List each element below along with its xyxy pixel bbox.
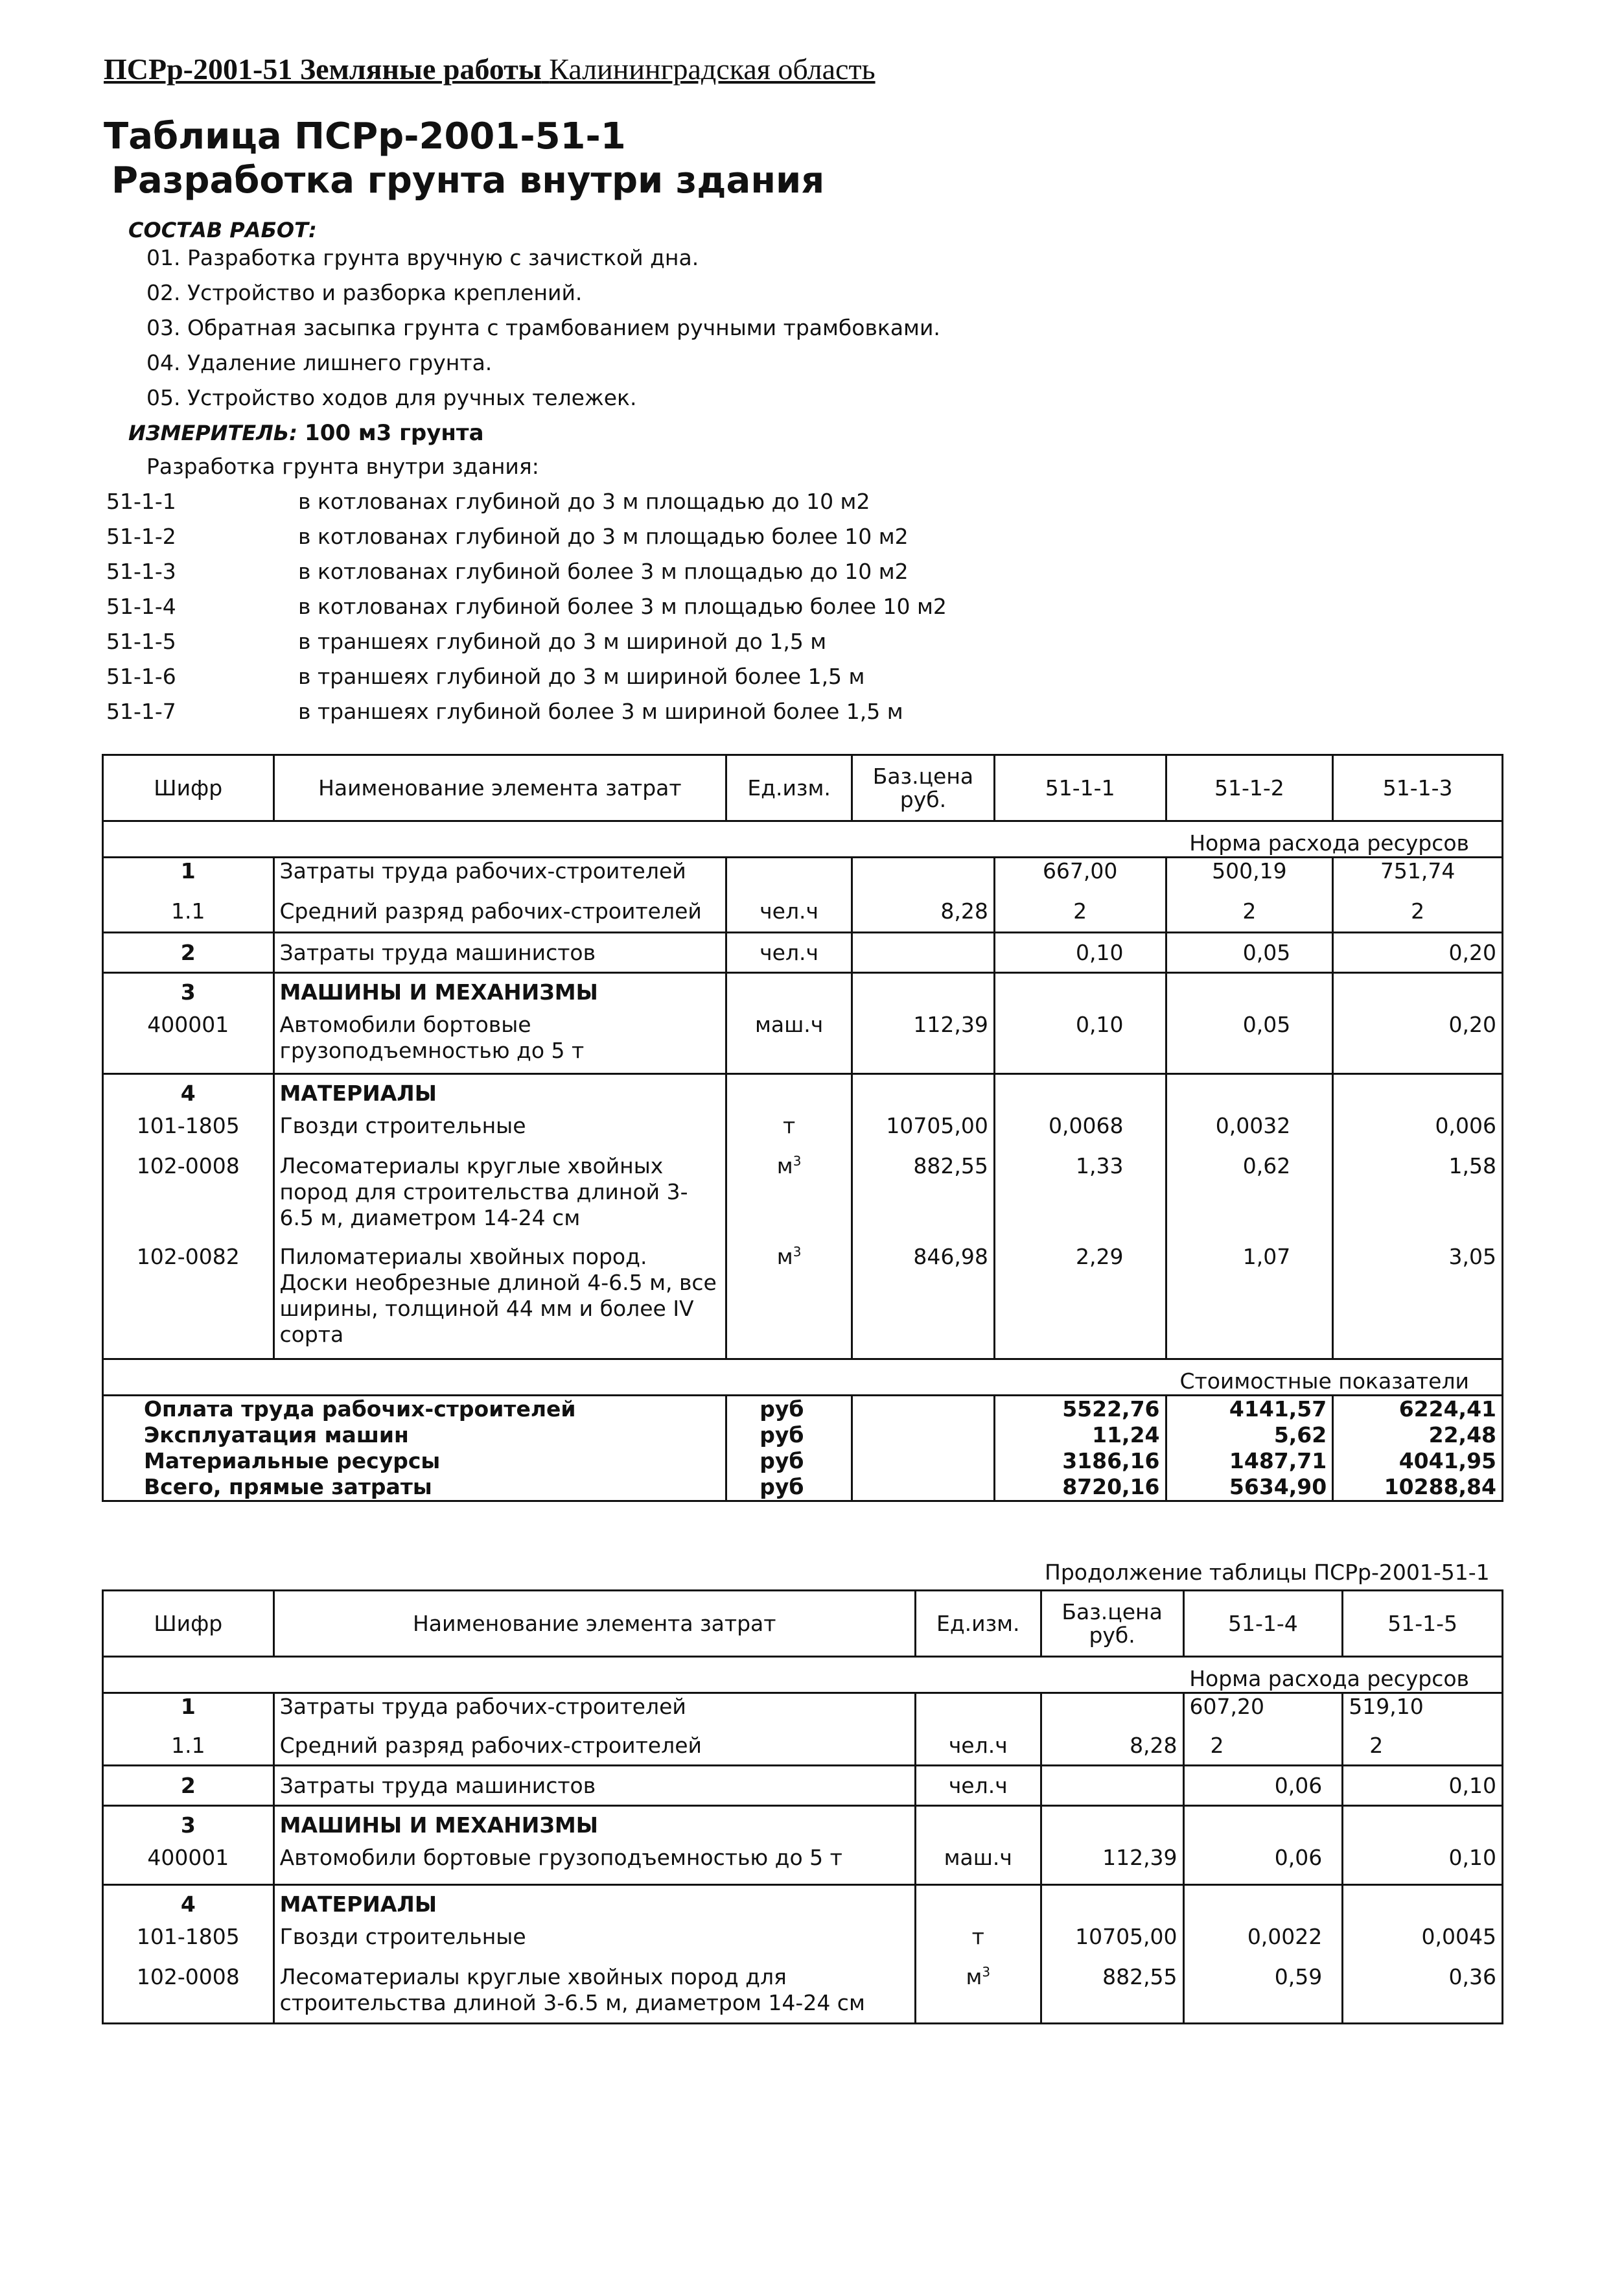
resource-table-1 — [102, 754, 1503, 1502]
row-value: 667,00 — [994, 858, 1166, 891]
code-desc: в траншеях глубиной до 3 м шириной более 1,5 м — [298, 664, 865, 689]
row-value: 2 — [994, 891, 1166, 933]
norm-label: Норма расхода ресурсов — [103, 1657, 1503, 1693]
header-cell: Ед.изм. — [726, 755, 852, 821]
code-desc: в котлованах глубиной до 3 м площадью более 10 м2 — [298, 524, 909, 549]
row-value: 0,06 — [1183, 1766, 1343, 1806]
header-cell: Шифр — [103, 755, 274, 821]
table-row — [103, 1885, 1503, 1924]
row-code: 102-0008 — [103, 1964, 274, 2024]
work-item-2: 02. Устройство и разборка креплений. — [146, 280, 583, 305]
row-value: 2 — [1343, 1727, 1503, 1766]
code-row — [106, 559, 909, 584]
row-name: Автомобили бортовые грузоподъемностью до 5 т — [273, 1845, 915, 1885]
header-cell: Ед.изм. — [915, 1591, 1041, 1657]
table-row — [103, 1074, 1503, 1113]
row-code: 102-0082 — [103, 1244, 274, 1359]
row-value: 0,0068 — [994, 1113, 1166, 1153]
code-id: 51-1-6 — [106, 664, 176, 689]
row-value: 500,19 — [1166, 858, 1333, 891]
table-row — [103, 1113, 1503, 1153]
row-unit: м — [966, 1963, 982, 1989]
header-cell: 51-1-1 — [994, 755, 1166, 821]
row-value: 1,07 — [1166, 1244, 1333, 1359]
code-desc: в траншеях глубиной более 3 м шириной более 1,5 м — [298, 699, 903, 724]
row-name: МАШИНЫ И МЕХАНИЗМЫ — [273, 1806, 915, 1845]
row-unit: чел.ч — [726, 891, 852, 933]
row-price: 8,28 — [1041, 1727, 1183, 1766]
header-cell: Шифр — [103, 1591, 274, 1657]
row-code: 1 — [103, 1693, 274, 1727]
cost-value: 4141,57 — [1166, 1396, 1333, 1423]
cost-label: Стоимостные показатели — [103, 1359, 1503, 1396]
row-value: 0,10 — [1343, 1845, 1503, 1885]
header-cell: 51-1-3 — [1333, 755, 1503, 821]
cost-value: 3186,16 — [994, 1448, 1166, 1474]
table-row — [103, 1766, 1503, 1806]
cost-row — [103, 1448, 1503, 1474]
cost-unit: руб — [726, 1474, 852, 1501]
section-label-row — [103, 1359, 1503, 1396]
row-unit — [915, 1693, 1041, 1727]
table-row — [103, 1806, 1503, 1845]
code-id: 51-1-1 — [106, 489, 176, 514]
row-value: 1,58 — [1333, 1153, 1503, 1244]
row-value: 2,29 — [994, 1244, 1166, 1359]
row-unit: чел.ч — [726, 933, 852, 973]
row-price — [1041, 1766, 1183, 1806]
cost-name: Оплата труда рабочих-строителей — [103, 1396, 726, 1423]
cost-name: Эксплуатация машин — [103, 1422, 726, 1448]
resource-table-2 — [102, 1589, 1503, 2024]
header-cell: 51-1-2 — [1166, 755, 1333, 821]
row-value: 0,05 — [1166, 1012, 1333, 1074]
row-price: 112,39 — [1041, 1845, 1183, 1885]
row-value: 0,20 — [1333, 1012, 1503, 1074]
cost-value: 10288,84 — [1333, 1474, 1503, 1501]
row-value: 0,10 — [994, 1012, 1166, 1074]
table-row — [103, 1693, 1503, 1727]
row-unit: т — [915, 1924, 1041, 1964]
row-code: 101-1805 — [103, 1924, 274, 1964]
row-value: 0,59 — [1183, 1964, 1343, 2024]
row-price: 8,28 — [852, 891, 995, 933]
row-value: 0,0045 — [1343, 1924, 1503, 1964]
row-name: Средний разряд рабочих-строителей — [273, 1727, 915, 1766]
row-name: Автомобили бортовые грузоподъемностью до 5 т — [273, 1012, 726, 1074]
row-value: 0,10 — [1343, 1766, 1503, 1806]
row-unit-cell — [915, 1964, 1041, 2024]
region-name: Калининградская область — [549, 53, 876, 86]
cost-name: Всего, прямые затраты — [103, 1474, 726, 1501]
work-item-1: 01. Разработка грунта вручную с зачисткой дна. — [146, 245, 699, 270]
row-value: 1,33 — [994, 1153, 1166, 1244]
row-name: Средний разряд рабочих-строителей — [273, 891, 726, 933]
row-value: 3,05 — [1333, 1244, 1503, 1359]
header-cell: Баз.цена руб. — [852, 755, 995, 821]
continuation-title: Продолжение таблицы ПСРр-2001-51-1 — [1045, 1560, 1490, 1585]
row-code: 1 — [103, 858, 274, 891]
row-value: 519,10 — [1343, 1693, 1503, 1727]
row-name: МАТЕРИАЛЫ — [273, 1885, 915, 1924]
page-header — [104, 52, 876, 86]
cost-value: 5634,90 — [1166, 1474, 1333, 1501]
row-price — [1041, 1693, 1183, 1727]
table-row — [103, 973, 1503, 1012]
measure-label: ИЗМЕРИТЕЛЬ: — [128, 421, 297, 445]
cost-value: 1487,71 — [1166, 1448, 1333, 1474]
row-unit: м — [776, 1243, 793, 1269]
row-code: 2 — [103, 933, 274, 973]
row-code: 2 — [103, 1766, 274, 1806]
table-row — [103, 1924, 1503, 1964]
cost-value: 4041,95 — [1333, 1448, 1503, 1474]
row-name: Гвозди строительные — [273, 1924, 915, 1964]
row-value: 0,0022 — [1183, 1924, 1343, 1964]
unit-exponent: 3 — [982, 1963, 991, 1980]
table-header-row — [103, 755, 1503, 821]
row-name: Лесоматериалы круглые хвойных пород для строительства длиной 3-6.5 м, диаметром 14-24 см — [273, 1964, 915, 2024]
row-unit — [726, 858, 852, 891]
cost-value: 8720,16 — [994, 1474, 1166, 1501]
section-label-row — [103, 1657, 1503, 1693]
row-price: 882,55 — [852, 1153, 995, 1244]
document-code: ПСРр-2001-51 Земляные работы — [104, 53, 542, 86]
intro-line: Разработка грунта внутри здания: — [146, 454, 539, 479]
measure-value: 100 м3 грунта — [305, 420, 484, 446]
table-row — [103, 858, 1503, 891]
row-value: 0,0032 — [1166, 1113, 1333, 1153]
row-unit-cell — [726, 1153, 852, 1244]
row-value: 607,20 — [1183, 1693, 1343, 1727]
cost-row — [103, 1474, 1503, 1501]
code-id: 51-1-4 — [106, 594, 176, 619]
table-subtitle: Разработка грунта внутри здания — [111, 159, 825, 202]
row-value: 2 — [1183, 1727, 1343, 1766]
code-row — [106, 699, 903, 724]
cost-name: Материальные ресурсы — [103, 1448, 726, 1474]
row-code: 3 — [103, 1806, 274, 1845]
code-id: 51-1-3 — [106, 559, 176, 584]
row-price — [852, 858, 995, 891]
code-desc: в котлованах глубиной до 3 м площадью до 10 м2 — [298, 489, 870, 514]
table-row — [103, 1153, 1503, 1244]
composition-label: СОСТАВ РАБОТ: — [128, 218, 317, 242]
row-price: 10705,00 — [852, 1113, 995, 1153]
row-unit-cell — [726, 1244, 852, 1359]
row-name: Затраты труда рабочих-строителей — [273, 1693, 915, 1727]
code-row — [106, 594, 947, 619]
row-code: 400001 — [103, 1012, 274, 1074]
row-value: 0,36 — [1343, 1964, 1503, 2024]
row-unit: м — [776, 1153, 793, 1178]
row-code: 400001 — [103, 1845, 274, 1885]
row-unit: маш.ч — [915, 1845, 1041, 1885]
header-cell: 51-1-4 — [1183, 1591, 1343, 1657]
norm-label: Норма расхода ресурсов — [103, 821, 1503, 858]
header-cell: 51-1-5 — [1343, 1591, 1503, 1657]
row-unit: чел.ч — [915, 1727, 1041, 1766]
row-value: 0,10 — [994, 933, 1166, 973]
code-row — [106, 524, 909, 549]
unit-exponent: 3 — [793, 1153, 802, 1169]
cost-value: 6224,41 — [1333, 1396, 1503, 1423]
table-row — [103, 1964, 1503, 2024]
table-row — [103, 1845, 1503, 1885]
row-name: МАТЕРИАЛЫ — [273, 1074, 726, 1113]
code-desc: в траншеях глубиной до 3 м шириной до 1,5 м — [298, 629, 827, 654]
cost-value: 22,48 — [1333, 1422, 1503, 1448]
row-name: Пиломатериалы хвойных пород. Доски необрезные длиной 4-6.5 м, все ширины, толщиной 44 мм и более IV сорта — [273, 1244, 726, 1359]
row-name: Затраты труда рабочих-строителей — [273, 858, 726, 891]
code-id: 51-1-2 — [106, 524, 176, 549]
row-code: 4 — [103, 1074, 274, 1113]
row-value: 0,62 — [1166, 1153, 1333, 1244]
row-price: 112,39 — [852, 1012, 995, 1074]
table-row — [103, 1244, 1503, 1359]
code-id: 51-1-7 — [106, 699, 176, 724]
cost-row — [103, 1396, 1503, 1423]
cost-unit: руб — [726, 1448, 852, 1474]
unit-exponent: 3 — [793, 1243, 802, 1260]
cost-unit: руб — [726, 1396, 852, 1423]
measure-line — [128, 420, 484, 446]
cost-unit: руб — [726, 1422, 852, 1448]
header-cell: Наименование элемента затрат — [273, 755, 726, 821]
cost-value: 11,24 — [994, 1422, 1166, 1448]
table-header-row — [103, 1591, 1503, 1657]
row-code: 102-0008 — [103, 1153, 274, 1244]
cost-value: 5522,76 — [994, 1396, 1166, 1423]
code-id: 51-1-5 — [106, 629, 176, 654]
row-value: 0,06 — [1183, 1845, 1343, 1885]
row-name: Гвозди строительные — [273, 1113, 726, 1153]
code-desc: в котлованах глубиной более 3 м площадью до 10 м2 — [298, 559, 909, 584]
row-price: 846,98 — [852, 1244, 995, 1359]
row-code: 3 — [103, 973, 274, 1012]
header-cell: Наименование элемента затрат — [273, 1591, 915, 1657]
code-row — [106, 629, 826, 654]
row-price: 10705,00 — [1041, 1924, 1183, 1964]
row-code: 4 — [103, 1885, 274, 1924]
work-item-4: 04. Удаление лишнего грунта. — [146, 350, 493, 375]
work-item-3: 03. Обратная засыпка грунта с трамбованием ручными трамбовками. — [146, 315, 940, 340]
row-name: Лесоматериалы круглые хвойных пород для строительства длиной 3-6.5 м, диаметром 14-24 см — [273, 1153, 726, 1244]
row-code: 101-1805 — [103, 1113, 274, 1153]
cost-row — [103, 1422, 1503, 1448]
table-row — [103, 1012, 1503, 1074]
section-label-row — [103, 821, 1503, 858]
row-value: 2 — [1166, 891, 1333, 933]
row-price: 882,55 — [1041, 1964, 1183, 2024]
row-unit: маш.ч — [726, 1012, 852, 1074]
row-unit: чел.ч — [915, 1766, 1041, 1806]
header-cell: Баз.цена руб. — [1041, 1591, 1183, 1657]
row-value: 751,74 — [1333, 858, 1503, 891]
table-row — [103, 933, 1503, 973]
row-name: МАШИНЫ И МЕХАНИЗМЫ — [273, 973, 726, 1012]
code-desc: в котлованах глубиной более 3 м площадью более 10 м2 — [298, 594, 947, 619]
row-code: 1.1 — [103, 1727, 274, 1766]
row-code: 1.1 — [103, 891, 274, 933]
row-price — [852, 933, 995, 973]
row-value: 2 — [1333, 891, 1503, 933]
code-row — [106, 664, 864, 689]
code-row — [106, 489, 870, 514]
work-item-5: 05. Устройство ходов для ручных тележек. — [146, 385, 637, 410]
row-name: Затраты труда машинистов — [273, 933, 726, 973]
table-row — [103, 891, 1503, 933]
row-unit: т — [726, 1113, 852, 1153]
table-row — [103, 1727, 1503, 1766]
row-value: 0,006 — [1333, 1113, 1503, 1153]
row-value: 0,20 — [1333, 933, 1503, 973]
table-title: Таблица ПСРр-2001-51-1 — [104, 115, 626, 158]
row-name: Затраты труда машинистов — [273, 1766, 915, 1806]
row-value: 0,05 — [1166, 933, 1333, 973]
cost-value: 5,62 — [1166, 1422, 1333, 1448]
